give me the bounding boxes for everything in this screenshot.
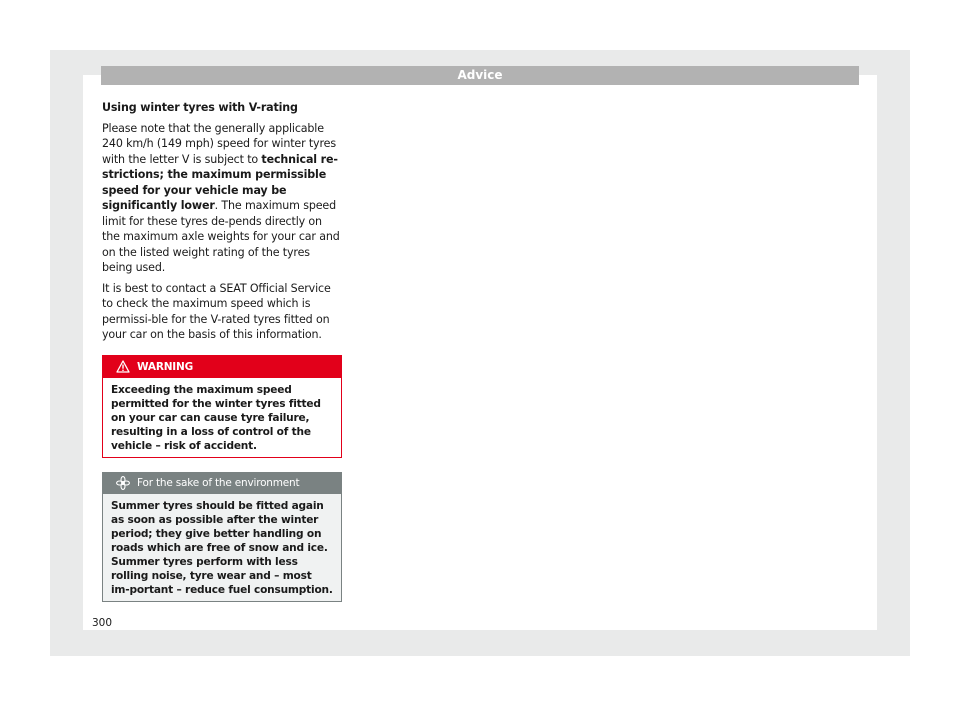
warning-triangle-icon xyxy=(116,360,130,373)
flower-icon xyxy=(116,476,130,490)
section-header xyxy=(101,66,859,85)
page-number: 300 xyxy=(92,617,113,629)
environment-text: Summer tyres should be fitted again as soon as possible after the winter period; they give better handling on roads which are free of snow and ice. Summer tyres perform with less rolling noise, tyre wear and – most im-portant – reduce fuel consumption. xyxy=(103,494,341,601)
warning-label: WARNING xyxy=(137,360,194,373)
paragraph-text-end: . The maximum speed limit for these tyres de-pends directly on the maximum axle weights for your car and on the listed weight rating of the tyres being used. xyxy=(102,199,340,274)
subheading: Using winter tyres with V-rating xyxy=(102,101,298,114)
paragraph-emphasis: technical re-strictions; the maximum permissible speed for your vehicle may be significantly lower xyxy=(102,152,338,212)
environment-header xyxy=(103,473,341,494)
section-title: Advice xyxy=(457,68,503,82)
paragraph-speed-restriction xyxy=(102,121,342,276)
paragraph-contact-service: It is best to contact a SEAT Official Service to check the maximum speed which is permissi-ble for the V-rated tyres fitted on your car on the basis of this information. xyxy=(102,281,331,341)
warning-box xyxy=(102,355,342,458)
environment-box xyxy=(102,472,342,602)
environment-label: For the sake of the environment xyxy=(137,476,300,489)
warning-text: Exceeding the maximum speed permitted for the winter tyres fitted on your car can cause tyre failure, resulting in a loss of control of the vehicle – risk of accident. xyxy=(111,383,321,452)
paragraph-text: Please note that the generally applicable 240 km/h (149 mph) speed for winter tyres with the letter V is subject to xyxy=(102,121,336,166)
text-column xyxy=(102,100,342,602)
warning-header xyxy=(103,356,341,378)
